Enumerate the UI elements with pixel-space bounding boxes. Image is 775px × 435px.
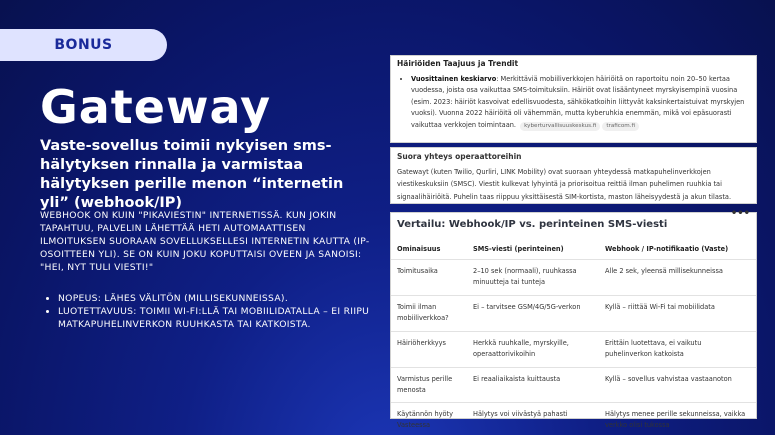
table-header: Ominaisuus: [397, 244, 441, 253]
table-row: [391, 368, 756, 403]
direct-card-title: Suora yhteys operaattoreihin: [397, 152, 522, 161]
comparison-card: [390, 208, 757, 429]
table-cell: Toimitusaika: [397, 267, 438, 275]
table-cell: Hälytys menee perille sekunneissa, vaikka verkko olisi tukossa: [605, 410, 746, 429]
page-title: Gateway: [40, 80, 272, 134]
table-row: [391, 296, 756, 332]
bullet-speed: • NOPEUS: LÄHES VÄLITÖN (MILLISEKUNNEISSA).: [58, 292, 378, 305]
table-cell: 2–10 sek (normaali), ruuhkassa minuutteja tai tunteja: [473, 267, 577, 286]
table-cell: Häiriöherkkyys: [397, 339, 446, 347]
table-header-row: [391, 239, 756, 260]
frequency-list: [397, 74, 750, 131]
table-cell: Alle 2 sek, yleensä millisekunneissa: [605, 267, 723, 275]
frequency-item: [411, 74, 750, 131]
comparison-table: [391, 239, 756, 435]
frequency-card: [390, 55, 757, 143]
table-cell: Erittäin luotettava, ei vaikutu puhelinverkon katkoista: [605, 339, 702, 358]
table-cell: Herkkä ruuhkalle, myrskyille, operaattorivikoihin: [473, 339, 569, 358]
more-options-icon[interactable]: •••: [730, 208, 750, 219]
table-row: [391, 260, 756, 296]
table-cell: Käytännön hyöty Vasteessa: [397, 410, 454, 429]
table-cell: Ei reaaliaikaista kuittausta: [473, 375, 561, 383]
table-cell: Hälytys voi viivästyä pahasti: [473, 410, 568, 418]
source-chip[interactable]: kyberturvallisuuskeskus.fi: [520, 122, 600, 131]
body-text: WEBHOOK ON KUIN "PIKAVIESTIN" INTERNETISSÄ. KUN JOKIN TAPAHTUU, PALVELIN LÄHETTÄÄ HETI AUTOMAATTISEN ILMOITUKSEN SUORAAN SOVELLUKSELLESI INTERNETIN KAUTTA (IP-OSOITTEEN YLI). SE ON KUIN JOKU KOPUTTAISI OVEEN JA SANOISI: "HEI, NYT TULI VIESTI!": [40, 210, 370, 273]
bonus-badge: [0, 29, 167, 61]
subtitle: Vaste-sovellus toimii nykyisen sms-hälytyksen rinnalla ja varmistaa hälytyksen perille menon “internetin yli” (webhook/IP): [40, 138, 344, 211]
frequency-text: : Merkittäviä mobiiliverkkojen häiriöitä on raportoitu noin 20–50 kertaa vuodessa, joista osa vaikuttaa SMS-toimituksiin. Häiriöt ovat lisääntyneet myrskyisempinä vuosina (esim. 2023: häiriöt kasvoivat edellisvuodesta, sähkökatkoihin liittyvät kaksinkertaistuivat myrskyjen vuoksi). Vuonna 2022 häiriöitä oli vähemmän, mutta kyberuhkia enemmän, mikä voi epäsuorasti vaikuttaa verkkojen toimintaan.: [411, 75, 745, 129]
table-cell: Toimii ilman mobiiliverkkoa?: [397, 303, 449, 322]
table-row: [391, 332, 756, 368]
bullet-list: [44, 292, 378, 331]
bonus-label: BONUS: [54, 37, 113, 53]
bullet-reliability: • LUOTETTAVUUS: TOIMII WI-FI:LLÄ TAI MOBIILIDATALLA – EI RIIPU MATKAPUHELINVERKON RUUHKASTA TAI KATKOISTA.: [58, 305, 378, 331]
table-cell: Varmistus perille menosta: [397, 375, 453, 394]
table-header: Webhook / IP-notifikaatio (Vaste): [605, 244, 729, 253]
source-chip[interactable]: traficom.fi: [602, 122, 639, 131]
table-cell: Kyllä – riittää Wi-Fi tai mobiilidata: [605, 303, 715, 311]
comparison-title: Vertailu: Webhook/IP vs. perinteinen SMS-viesti: [397, 219, 668, 230]
table-row: [391, 403, 756, 435]
frequency-card-title: Häiriöiden Taajuus ja Trendit: [397, 59, 519, 68]
direct-card-text: Gatewayt (kuten Twilio, Qurliri, LINK Mobility) ovat suoraan yhteydessä matkapuhelinverkkojen viestikeskuksiin (SMSC). Viestit kulkevat lyhyintä ja priorisoitua reittiä ilman puhelimen ruuhkia tai signaalihäiriöitä. Puhelin taas riippuu yksittäisestä SIM-kortista, maston läheisyydestä ja akun tilasta.: [397, 167, 732, 201]
table-cell: Ei – tarvitsee GSM/4G/5G-verkon: [473, 303, 581, 311]
frequency-lead: Vuosittainen keskiarvo: [411, 75, 497, 83]
table-header: SMS-viesti (perinteinen): [473, 244, 564, 253]
table-cell: Kyllä – sovellus vahvistaa vastaanoton: [605, 375, 732, 383]
direct-connection-card: [390, 147, 757, 204]
